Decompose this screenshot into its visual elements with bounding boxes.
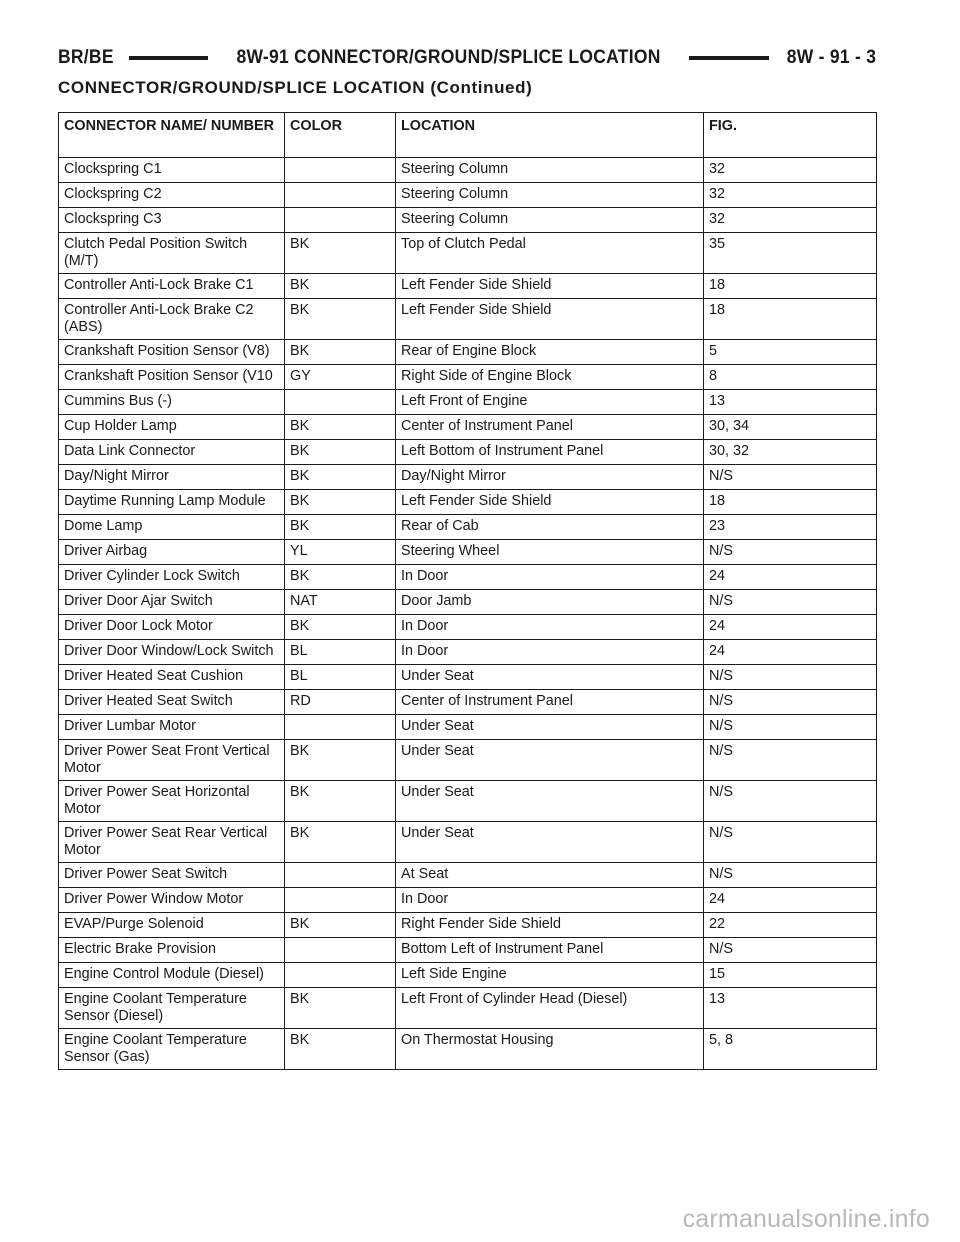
cell-color [285,938,396,963]
table-row [59,963,877,988]
cell-color: YL [285,540,396,565]
table-row [59,540,877,565]
cell-location: At Seat [396,863,704,888]
table-row [59,233,877,274]
cell-connector-name: Engine Coolant Temperature Sensor (Diesel) [59,988,285,1029]
table-row [59,913,877,938]
table-row [59,515,877,540]
cell-fig: N/S [704,690,877,715]
cell-location: Right Fender Side Shield [396,913,704,938]
column-header-fig: FIG. [704,113,877,158]
cell-connector-name: Driver Power Window Motor [59,888,285,913]
cell-fig: 32 [704,208,877,233]
cell-location: Left Bottom of Instrument Panel [396,440,704,465]
cell-connector-name: Crankshaft Position Sensor (V8) [59,340,285,365]
cell-color: RD [285,690,396,715]
cell-location: Left Side Engine [396,963,704,988]
table-row [59,863,877,888]
cell-color: BK [285,515,396,540]
cell-location: Right Side of Engine Block [396,365,704,390]
header-rule-left [129,56,209,60]
cell-color: BK [285,988,396,1029]
cell-connector-name: EVAP/Purge Solenoid [59,913,285,938]
cell-connector-name: Clockspring C2 [59,183,285,208]
table-row [59,299,877,340]
table-row [59,590,877,615]
cell-location: Steering Column [396,183,704,208]
cell-color: BK [285,781,396,822]
table-row [59,740,877,781]
table-row [59,690,877,715]
page-number: 8W - 91 - 3 [786,47,877,68]
cell-fig: 30, 34 [704,415,877,440]
table-row [59,208,877,233]
cell-location: Left Fender Side Shield [396,490,704,515]
table-row [59,640,877,665]
table-row [59,938,877,963]
cell-location: Under Seat [396,781,704,822]
cell-connector-name: Clockspring C3 [59,208,285,233]
cell-fig: 5 [704,340,877,365]
cell-connector-name: Clockspring C1 [59,158,285,183]
cell-fig: N/S [704,781,877,822]
cell-connector-name: Driver Lumbar Motor [59,715,285,740]
cell-location: Under Seat [396,822,704,863]
cell-color: BK [285,490,396,515]
cell-connector-name: Driver Cylinder Lock Switch [59,565,285,590]
cell-color: BK [285,913,396,938]
cell-location: In Door [396,640,704,665]
cell-location: Left Front of Cylinder Head (Diesel) [396,988,704,1029]
cell-connector-name: Controller Anti-Lock Brake C1 [59,274,285,299]
table-row [59,365,877,390]
cell-fig: 32 [704,158,877,183]
table-row [59,781,877,822]
section-title: 8W-91 CONNECTOR/GROUND/SPLICE LOCATION [236,47,661,68]
cell-color: NAT [285,590,396,615]
cell-connector-name: Crankshaft Position Sensor (V10 [59,365,285,390]
cell-color [285,183,396,208]
cell-fig: 24 [704,565,877,590]
column-header-color: COLOR [285,113,396,158]
cell-fig: 18 [704,490,877,515]
watermark: carmanualsonline.info [682,1205,930,1233]
cell-fig: 13 [704,988,877,1029]
cell-connector-name: Cup Holder Lamp [59,415,285,440]
cell-fig: 15 [704,963,877,988]
cell-location: Left Fender Side Shield [396,299,704,340]
cell-location: Top of Clutch Pedal [396,233,704,274]
header-rule-right [689,56,769,60]
cell-location: Door Jamb [396,590,704,615]
cell-color [285,863,396,888]
table-row [59,565,877,590]
cell-fig: N/S [704,590,877,615]
cell-connector-name: Engine Control Module (Diesel) [59,963,285,988]
cell-color: BK [285,340,396,365]
cell-location: Day/Night Mirror [396,465,704,490]
cell-fig: N/S [704,863,877,888]
cell-fig: N/S [704,465,877,490]
cell-fig: 18 [704,274,877,299]
cell-location: Steering Column [396,208,704,233]
cell-fig: 13 [704,390,877,415]
cell-connector-name: Driver Power Seat Rear Vertical Motor [59,822,285,863]
cell-color: BL [285,665,396,690]
table-row [59,822,877,863]
cell-location: In Door [396,565,704,590]
cell-connector-name: Driver Door Window/Lock Switch [59,640,285,665]
cell-fig: 24 [704,615,877,640]
cell-color: BK [285,615,396,640]
cell-location: Rear of Cab [396,515,704,540]
cell-connector-name: Driver Airbag [59,540,285,565]
cell-location: Under Seat [396,715,704,740]
cell-location: Left Front of Engine [396,390,704,415]
table-row [59,158,877,183]
cell-location: Steering Wheel [396,540,704,565]
cell-color: GY [285,365,396,390]
connector-location-table [58,112,877,1070]
cell-color [285,963,396,988]
cell-connector-name: Electric Brake Provision [59,938,285,963]
cell-location: Center of Instrument Panel [396,415,704,440]
cell-color [285,715,396,740]
cell-fig: 8 [704,365,877,390]
cell-fig: N/S [704,938,877,963]
cell-location: Center of Instrument Panel [396,690,704,715]
cell-connector-name: Cummins Bus (-) [59,390,285,415]
cell-fig: N/S [704,540,877,565]
table-row [59,490,877,515]
table-row [59,1029,877,1070]
cell-location: In Door [396,615,704,640]
cell-fig: N/S [704,740,877,781]
table-row [59,988,877,1029]
cell-color: BK [285,465,396,490]
cell-color [285,208,396,233]
cell-connector-name: Driver Heated Seat Switch [59,690,285,715]
cell-fig: 24 [704,640,877,665]
cell-color [285,390,396,415]
cell-color [285,158,396,183]
cell-location: Under Seat [396,665,704,690]
table-header-row [59,113,877,158]
cell-color: BK [285,822,396,863]
cell-fig: 24 [704,888,877,913]
table-row [59,615,877,640]
table-row [59,665,877,690]
cell-connector-name: Dome Lamp [59,515,285,540]
cell-location: Bottom Left of Instrument Panel [396,938,704,963]
table-body [59,158,877,1070]
cell-color: BK [285,299,396,340]
cell-fig: 35 [704,233,877,274]
cell-connector-name: Driver Power Seat Front Vertical Motor [59,740,285,781]
cell-fig: N/S [704,665,877,690]
table-row [59,274,877,299]
cell-connector-name: Driver Heated Seat Cushion [59,665,285,690]
table-row [59,390,877,415]
cell-fig: N/S [704,822,877,863]
page-subtitle: CONNECTOR/GROUND/SPLICE LOCATION (Continued) [58,78,533,97]
cell-color: BK [285,274,396,299]
cell-connector-name: Driver Power Seat Switch [59,863,285,888]
table-row [59,440,877,465]
cell-connector-name: Clutch Pedal Position Switch (M/T) [59,233,285,274]
table-row [59,715,877,740]
cell-location: Rear of Engine Block [396,340,704,365]
table-row [59,465,877,490]
cell-color: BK [285,440,396,465]
cell-color: BK [285,233,396,274]
cell-connector-name: Data Link Connector [59,440,285,465]
cell-fig: 18 [704,299,877,340]
cell-color: BK [285,740,396,781]
cell-location: Left Fender Side Shield [396,274,704,299]
cell-location: Under Seat [396,740,704,781]
cell-location: In Door [396,888,704,913]
cell-location: Steering Column [396,158,704,183]
cell-connector-name: Day/Night Mirror [59,465,285,490]
cell-connector-name: Driver Door Ajar Switch [59,590,285,615]
table-row [59,415,877,440]
table-row [59,183,877,208]
cell-color: BK [285,565,396,590]
cell-color: BK [285,415,396,440]
cell-connector-name: Driver Door Lock Motor [59,615,285,640]
cell-connector-name: Driver Power Seat Horizontal Motor [59,781,285,822]
cell-fig: 5, 8 [704,1029,877,1070]
cell-color [285,888,396,913]
cell-connector-name: Engine Coolant Temperature Sensor (Gas) [59,1029,285,1070]
cell-color: BL [285,640,396,665]
cell-fig: 32 [704,183,877,208]
cell-fig: 22 [704,913,877,938]
cell-connector-name: Daytime Running Lamp Module [59,490,285,515]
cell-fig: 23 [704,515,877,540]
model-code: BR/BE [58,47,114,68]
column-header-location: LOCATION [396,113,704,158]
cell-fig: N/S [704,715,877,740]
page-header [58,44,876,72]
table-row [59,888,877,913]
cell-fig: 30, 32 [704,440,877,465]
cell-location: On Thermostat Housing [396,1029,704,1070]
cell-connector-name: Controller Anti-Lock Brake C2 (ABS) [59,299,285,340]
column-header-connector-name: CONNECTOR NAME/ NUMBER [59,113,285,158]
cell-color: BK [285,1029,396,1070]
table-row [59,340,877,365]
